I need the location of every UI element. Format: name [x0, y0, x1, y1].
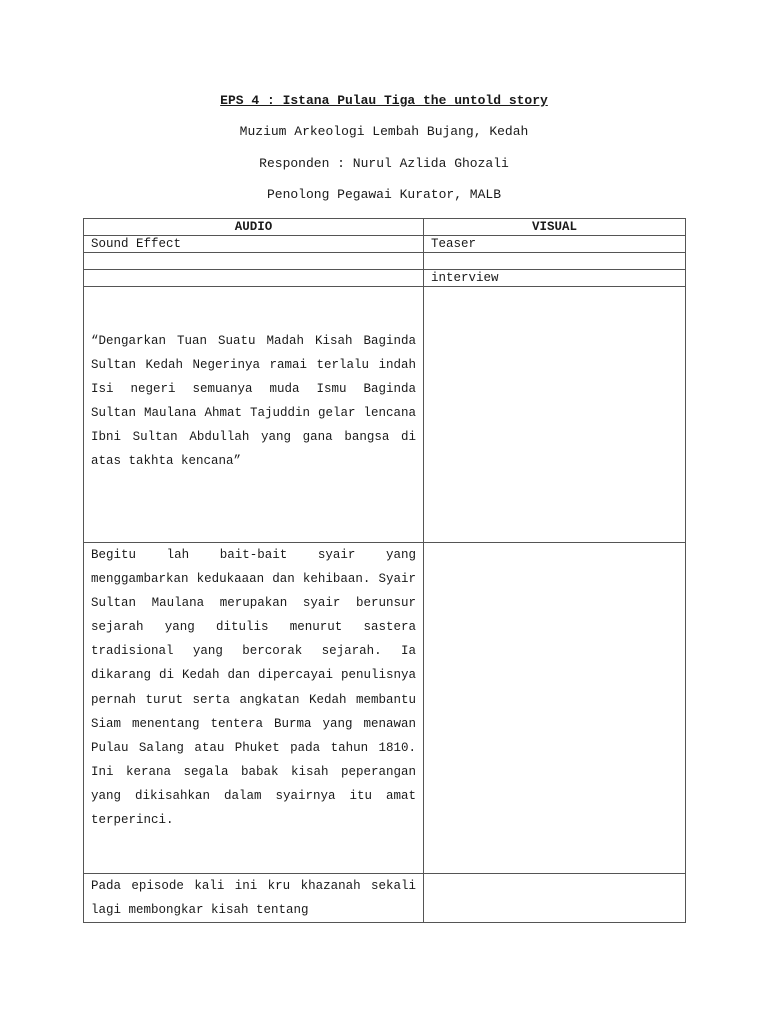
audio-cell: [84, 543, 424, 874]
table-row: [84, 236, 686, 253]
table-header-row: [84, 219, 686, 236]
visual-cell: [424, 287, 686, 543]
audio-cell: [84, 270, 424, 287]
audio-column-header: AUDIO: [84, 219, 424, 236]
position-line: Penolong Pegawai Kurator, MALB: [266, 187, 502, 202]
audio-cell: [84, 287, 424, 543]
audio-cell: [84, 253, 424, 270]
narration-paragraph: Pada episode kali ini kru khazanah sekali lagi membongkar kisah tentang: [91, 879, 416, 918]
table-row: [84, 874, 686, 923]
respondent-line: Responden : Nurul Azlida Ghozali: [259, 156, 509, 171]
table-row: [84, 543, 686, 874]
audio-cell: [84, 874, 424, 923]
table-row: [84, 253, 686, 270]
visual-cell: [424, 253, 686, 270]
script-table: [83, 218, 686, 923]
visual-cell: interview: [424, 270, 686, 287]
syair-poem: “Dengarkan Tuan Suatu Madah Kisah Baginda Sultan Kedah Negerinya ramai terlalu indah Isi negeri semuanya muda Ismu Baginda Sultan Maulana Ahmat Tajuddin gelar lencana Ibni Sultan Abdullah yang gana bangsa di atas takhta kencana”: [91, 334, 416, 469]
table-row: [84, 270, 686, 287]
page-title: EPS 4 : Istana Pulau Tiga the untold story: [220, 93, 548, 108]
visual-column-header: VISUAL: [424, 219, 686, 236]
visual-cell: [424, 543, 686, 874]
narration-paragraph: Begitu lah bait-bait syair yang menggambarkan kedukaaan dan kehibaan. Syair Sultan Maulana merupakan syair berunsur sejarah yang ditulis menurut sastera tradisional yang bercorak sejarah. Ia dikarang di Kedah dan dipercayai penulisnya pernah turut serta angkatan Kedah membantu Siam menentang tentera Burma yang menawan Pulau Salang atau Phuket pada tahun 1810. Ini kerana segala babak kisah peperangan yang dikisahkan dalam syairnya itu amat terperinci.: [91, 548, 416, 828]
audio-cell: Sound Effect: [84, 236, 424, 253]
visual-cell: [424, 874, 686, 923]
visual-cell: Teaser: [424, 236, 686, 253]
table-row: [84, 287, 686, 543]
location-line: Muzium Arkeologi Lembah Bujang, Kedah: [239, 124, 529, 139]
